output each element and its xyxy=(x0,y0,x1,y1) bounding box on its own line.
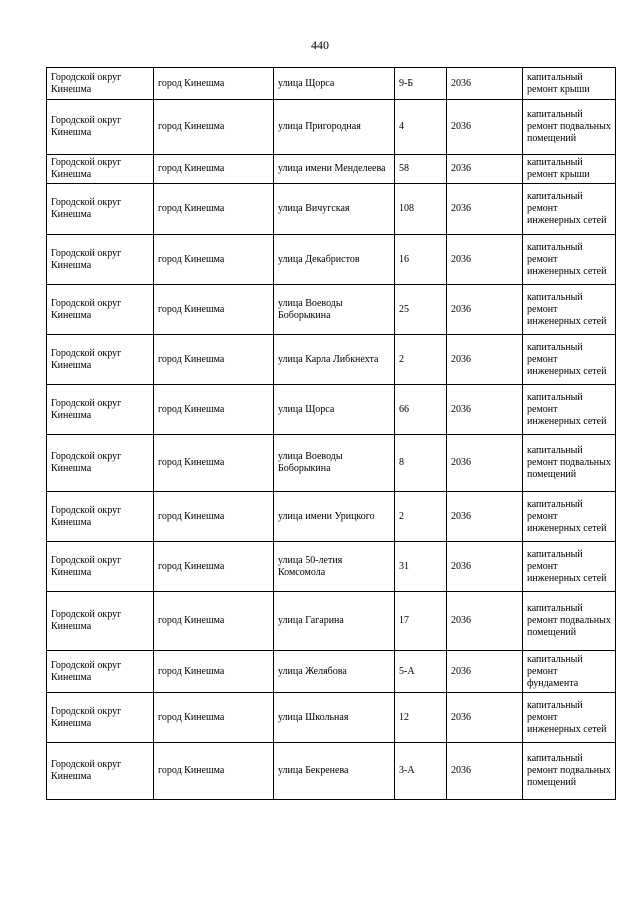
cell-street: улица Желябова xyxy=(274,651,395,693)
table-row xyxy=(47,435,616,492)
cell-year: 2036 xyxy=(447,385,523,435)
cell-year: 2036 xyxy=(447,100,523,155)
cell-municipality: Городской округ Кинешма xyxy=(47,184,154,235)
cell-street: улица Воеводы Боборыкина xyxy=(274,435,395,492)
cell-street: улица Щорса xyxy=(274,385,395,435)
table-row xyxy=(47,651,616,693)
cell-work-type: капитальный ремонт инженерных сетей xyxy=(523,693,616,743)
cell-municipality: Городской округ Кинешма xyxy=(47,435,154,492)
cell-house: 31 xyxy=(395,542,447,592)
cell-street: улица Гагарина xyxy=(274,592,395,651)
cell-year: 2036 xyxy=(447,285,523,335)
cell-work-type: капитальный ремонт подвальных помещений xyxy=(523,435,616,492)
table-row xyxy=(47,335,616,385)
cell-year: 2036 xyxy=(447,492,523,542)
cell-street: улица имени Урицкого xyxy=(274,492,395,542)
cell-year: 2036 xyxy=(447,335,523,385)
cell-municipality: Городской округ Кинешма xyxy=(47,285,154,335)
cell-work-type: капитальный ремонт инженерных сетей xyxy=(523,285,616,335)
cell-work-type: капитальный ремонт инженерных сетей xyxy=(523,492,616,542)
cell-municipality: Городской округ Кинешма xyxy=(47,385,154,435)
cell-municipality: Городской округ Кинешма xyxy=(47,335,154,385)
cell-settlement: город Кинешма xyxy=(154,68,274,100)
cell-municipality: Городской округ Кинешма xyxy=(47,155,154,184)
cell-municipality: Городской округ Кинешма xyxy=(47,100,154,155)
table-row xyxy=(47,155,616,184)
cell-house: 108 xyxy=(395,184,447,235)
page-number: 440 xyxy=(311,38,329,52)
cell-settlement: город Кинешма xyxy=(154,285,274,335)
cell-year: 2036 xyxy=(447,184,523,235)
table-row xyxy=(47,184,616,235)
cell-street: улица Школьная xyxy=(274,693,395,743)
cell-work-type: капитальный ремонт фундамента xyxy=(523,651,616,693)
cell-year: 2036 xyxy=(447,435,523,492)
cell-house: 2 xyxy=(395,492,447,542)
cell-street: улица Карла Либкнехта xyxy=(274,335,395,385)
cell-municipality: Городской округ Кинешма xyxy=(47,235,154,285)
cell-municipality: Городской округ Кинешма xyxy=(47,651,154,693)
cell-work-type: капитальный ремонт крыши xyxy=(523,68,616,100)
table-row xyxy=(47,743,616,800)
cell-municipality: Городской округ Кинешма xyxy=(47,592,154,651)
table-row xyxy=(47,693,616,743)
cell-house: 8 xyxy=(395,435,447,492)
table-row xyxy=(47,100,616,155)
cell-year: 2036 xyxy=(447,155,523,184)
cell-house: 5-А xyxy=(395,651,447,693)
cell-municipality: Городской округ Кинешма xyxy=(47,542,154,592)
cell-settlement: город Кинешма xyxy=(154,184,274,235)
cell-street: улица Вичугская xyxy=(274,184,395,235)
cell-work-type: капитальный ремонт инженерных сетей xyxy=(523,335,616,385)
cell-work-type: капитальный ремонт подвальных помещений xyxy=(523,592,616,651)
cell-municipality: Городской округ Кинешма xyxy=(47,68,154,100)
register-table xyxy=(46,67,616,800)
cell-settlement: город Кинешма xyxy=(154,592,274,651)
cell-year: 2036 xyxy=(447,68,523,100)
table-row xyxy=(47,492,616,542)
cell-street: улица Воеводы Боборыкина xyxy=(274,285,395,335)
cell-house: 16 xyxy=(395,235,447,285)
cell-settlement: город Кинешма xyxy=(154,435,274,492)
cell-year: 2036 xyxy=(447,743,523,800)
cell-settlement: город Кинешма xyxy=(154,385,274,435)
cell-street: улица Пригородная xyxy=(274,100,395,155)
cell-house: 2 xyxy=(395,335,447,385)
cell-settlement: город Кинешма xyxy=(154,542,274,592)
cell-house: 4 xyxy=(395,100,447,155)
cell-house: 12 xyxy=(395,693,447,743)
cell-settlement: город Кинешма xyxy=(154,651,274,693)
cell-house: 58 xyxy=(395,155,447,184)
cell-settlement: город Кинешма xyxy=(154,155,274,184)
cell-settlement: город Кинешма xyxy=(154,100,274,155)
cell-house: 25 xyxy=(395,285,447,335)
cell-house: 17 xyxy=(395,592,447,651)
cell-work-type: капитальный ремонт инженерных сетей xyxy=(523,542,616,592)
table-row xyxy=(47,285,616,335)
table-row xyxy=(47,68,616,100)
cell-work-type: капитальный ремонт подвальных помещений xyxy=(523,100,616,155)
cell-work-type: капитальный ремонт крыши xyxy=(523,155,616,184)
table-row xyxy=(47,542,616,592)
cell-settlement: город Кинешма xyxy=(154,693,274,743)
cell-street: улица Щорса xyxy=(274,68,395,100)
cell-year: 2036 xyxy=(447,542,523,592)
cell-year: 2036 xyxy=(447,592,523,651)
cell-settlement: город Кинешма xyxy=(154,335,274,385)
table-body xyxy=(47,68,616,800)
cell-street: улица Бекренева xyxy=(274,743,395,800)
cell-work-type: капитальный ремонт инженерных сетей xyxy=(523,184,616,235)
table-row xyxy=(47,235,616,285)
cell-work-type: капитальный ремонт подвальных помещений xyxy=(523,743,616,800)
table-row xyxy=(47,385,616,435)
cell-year: 2036 xyxy=(447,693,523,743)
cell-house: 66 xyxy=(395,385,447,435)
cell-settlement: город Кинешма xyxy=(154,743,274,800)
cell-street: улица Декабристов xyxy=(274,235,395,285)
cell-settlement: город Кинешма xyxy=(154,235,274,285)
cell-municipality: Городской округ Кинешма xyxy=(47,492,154,542)
cell-municipality: Городской округ Кинешма xyxy=(47,693,154,743)
cell-settlement: город Кинешма xyxy=(154,492,274,542)
cell-year: 2036 xyxy=(447,235,523,285)
cell-work-type: капитальный ремонт инженерных сетей xyxy=(523,385,616,435)
cell-house: 9-Б xyxy=(395,68,447,100)
cell-street: улица имени Менделеева xyxy=(274,155,395,184)
table-row xyxy=(47,592,616,651)
cell-house: 3-А xyxy=(395,743,447,800)
cell-year: 2036 xyxy=(447,651,523,693)
cell-street: улица 50-летия Комсомола xyxy=(274,542,395,592)
cell-municipality: Городской округ Кинешма xyxy=(47,743,154,800)
cell-work-type: капитальный ремонт инженерных сетей xyxy=(523,235,616,285)
